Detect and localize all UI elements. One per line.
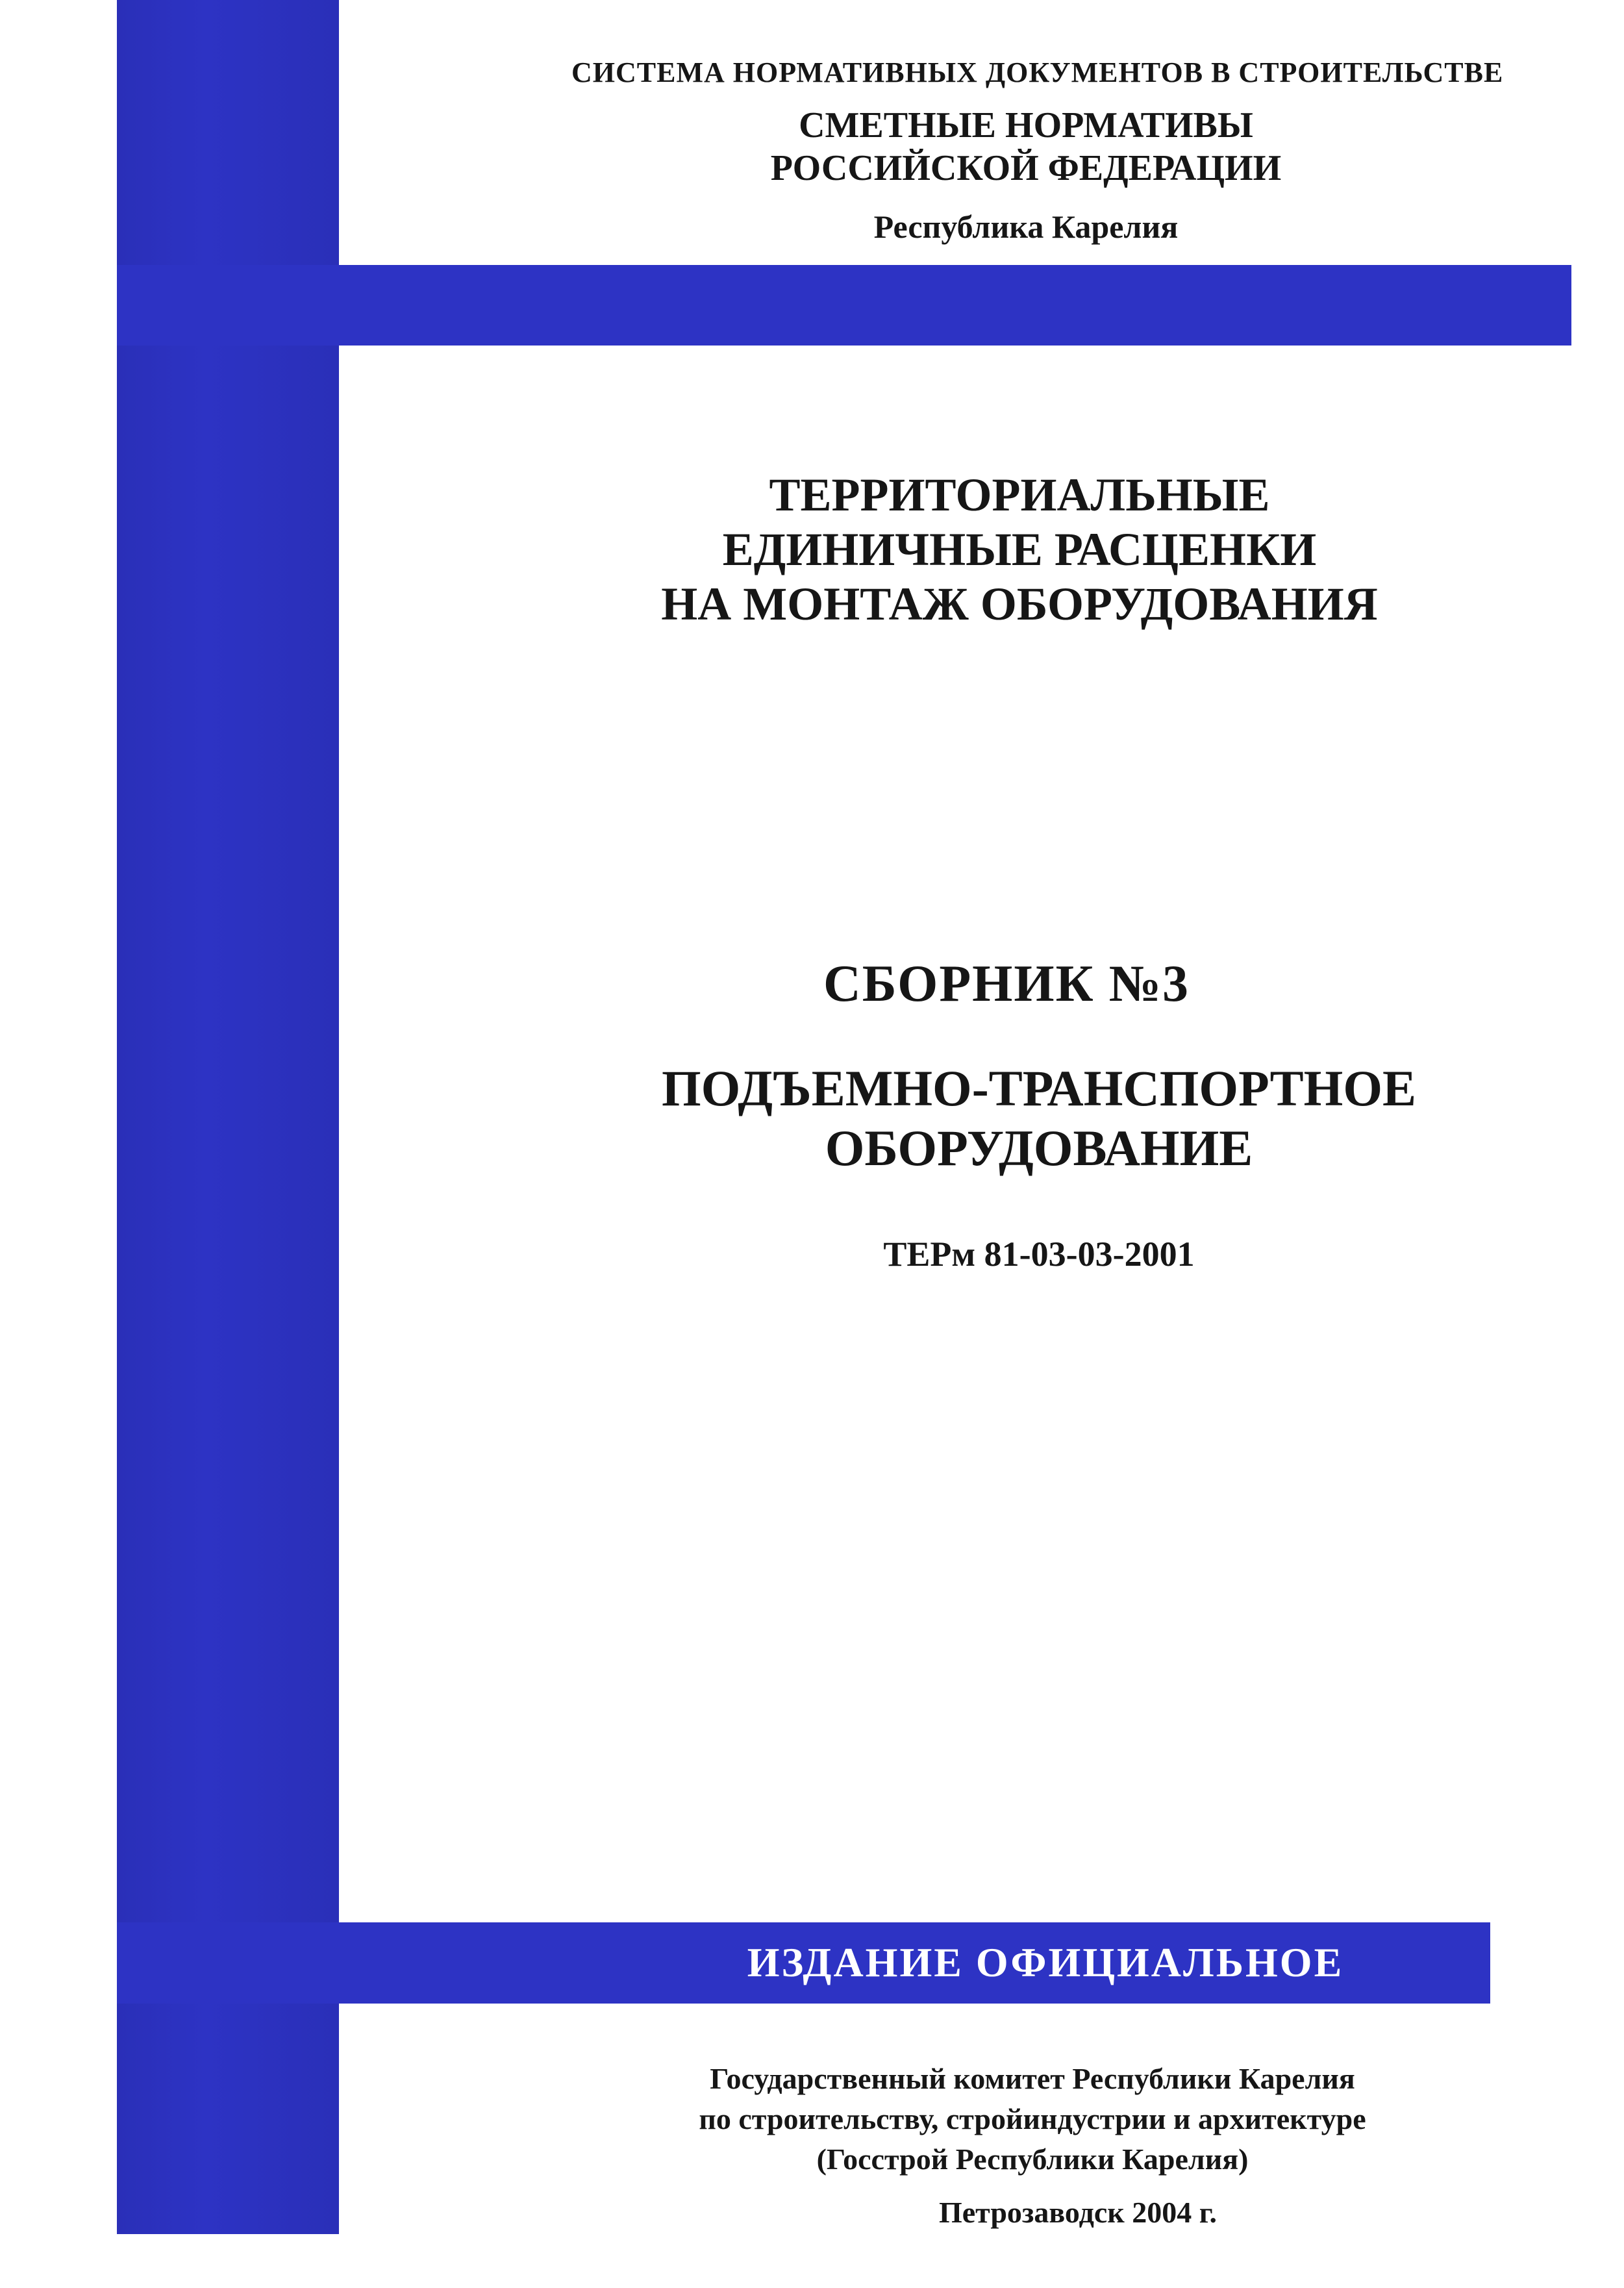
publisher-block: [584, 2059, 1480, 2180]
system-title: СИСТЕМА НОРМАТИВНЫХ ДОКУМЕНТОВ В СТРОИТЕЛЬСТВЕ: [571, 57, 1504, 88]
city-year: Петрозаводск 2004 г.: [938, 2196, 1217, 2229]
document-title: [571, 468, 1468, 631]
collection-number: СБОРНИК №3: [823, 955, 1190, 1012]
subject-line-1: ПОДЪЕМНО-ТРАНСПОРТНОЕ: [661, 1060, 1417, 1116]
normatives-line-1: СМЕТНЫЕ НОРМАТИВЫ: [799, 105, 1253, 145]
document-code: ТЕРм 81-03-03-2001: [883, 1235, 1195, 1274]
subject-line-2: ОБОРУДОВАНИЕ: [825, 1120, 1253, 1176]
collection-subject: [558, 1059, 1519, 1178]
normatives-heading: [649, 104, 1403, 190]
publisher-line-2: по строительству, стройиндустрии и архитектуре: [699, 2102, 1366, 2135]
title-line-3: НА МОНТАЖ ОБОРУДОВАНИЯ: [661, 578, 1378, 630]
official-edition-label: ИЗДАНИЕ ОФИЦИАЛЬНОЕ: [747, 1939, 1344, 1985]
title-line-2: ЕДИНИЧНЫЕ РАСЦЕНКИ: [722, 523, 1317, 575]
region-name: Республика Карелия: [873, 208, 1179, 245]
title-line-1: ТЕРРИТОРИАЛЬНЫЕ: [769, 469, 1270, 521]
publisher-line-1: Государственный комитет Республики Карелия: [710, 2062, 1355, 2095]
cover-top-band: [117, 265, 1571, 346]
publisher-line-3: (Госстрой Республики Карелия): [816, 2143, 1249, 2176]
normatives-line-2: РОССИЙСКОЙ ФЕДЕРАЦИИ: [770, 148, 1282, 188]
